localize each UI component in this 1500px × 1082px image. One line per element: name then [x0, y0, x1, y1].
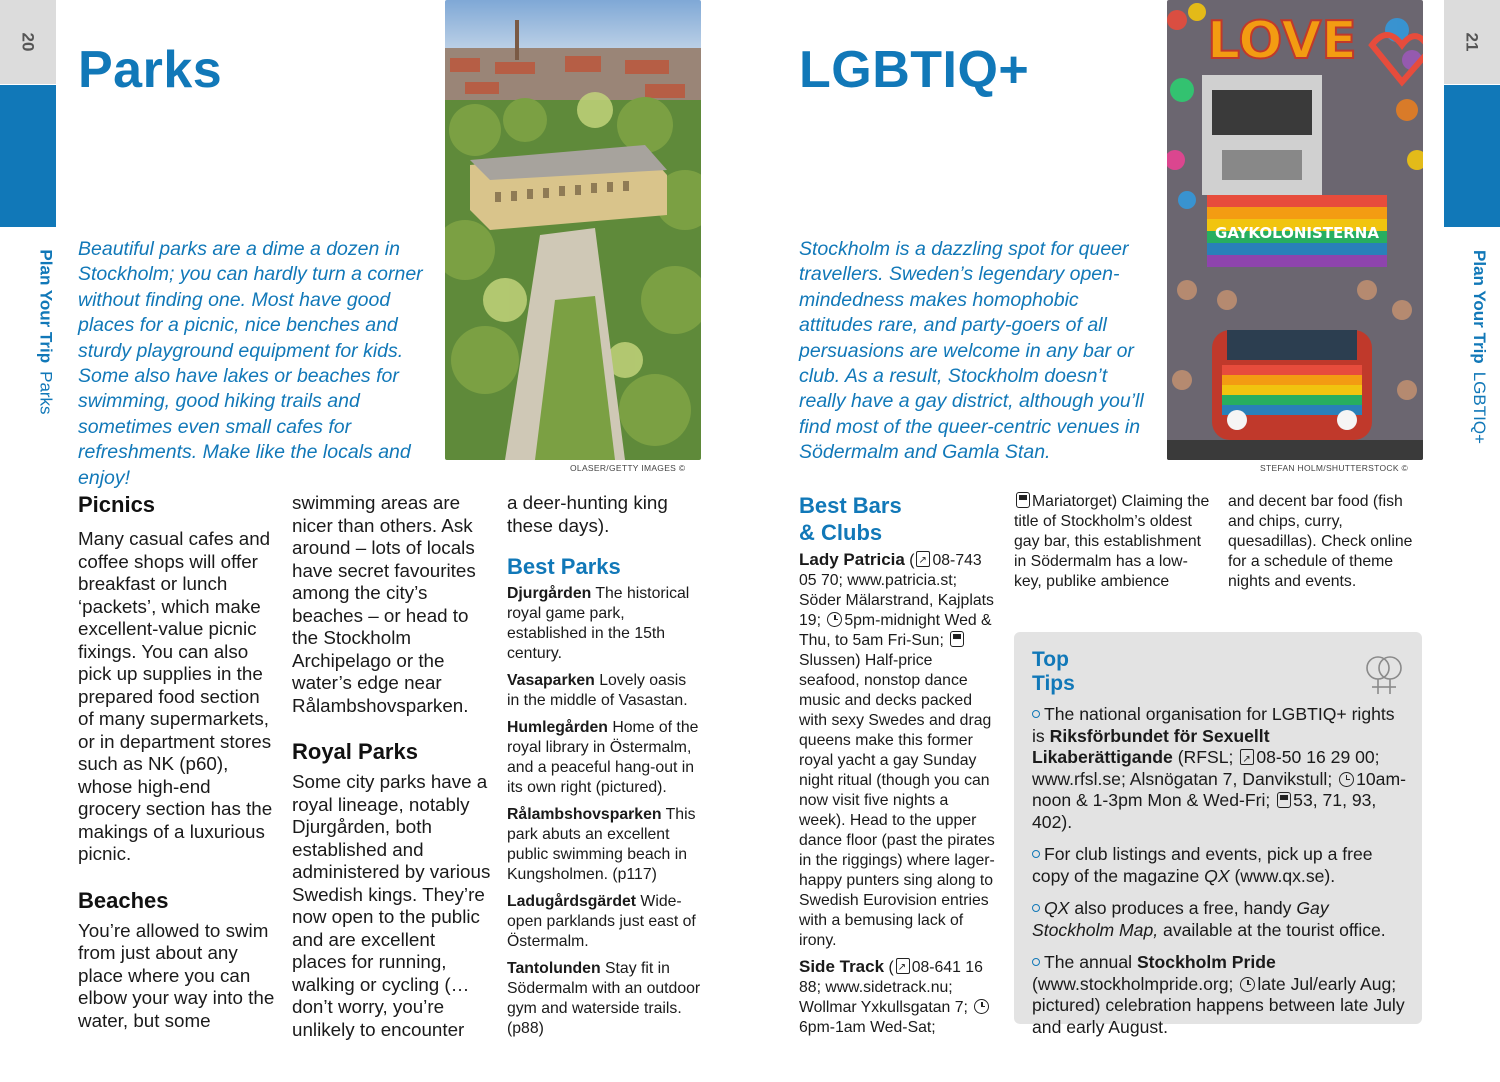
top-tips-heading	[1032, 648, 1075, 696]
picnics-heading: Picnics	[78, 492, 156, 517]
top-tips-box	[1014, 632, 1422, 1037]
side-label-right	[1469, 250, 1489, 444]
phone-icon	[1240, 749, 1254, 765]
parks-col-3	[507, 492, 702, 1046]
pride-photo-image	[1167, 0, 1423, 460]
section-tab-right	[1444, 85, 1500, 227]
venue-phone: 08-641 16 88; www.sidetrack.nu; Wollmar Yxkullsgatan 7;	[799, 959, 983, 1016]
bullet-icon	[1032, 850, 1040, 858]
lgbtiq-intro: Stockholm is a dazzling spot for queer travellers. Sweden’s legendary open-mindedness makes homophobic attitudes rare, and party-goers of all persuasions are welcome in any bar or club. As a result, Stockholm doesn’t really have a gay district, although you’ll find most of the queer-centric venues in Södermalm and Gamla Stan.	[799, 238, 1144, 464]
park-photo-credit: OLASER/GETTY IMAGES ©	[570, 463, 686, 473]
tip-text: (www.qx.se).	[1234, 865, 1336, 886]
page-number-tab-left	[0, 0, 56, 84]
venue-desc: Half-price seafood, nonstop dance music and decks packed with sexy Swedes and drag queens make this former royal yacht a gay Sunday night ritual (though you can now visit five nights a week). Head to the upper dance floor (past the pirates in the riggings) where lager-happy punters sing along to Swedish Eurovision entries with a bemusing lack of irony.	[799, 652, 995, 949]
tip-text: available at the tourist office.	[1163, 919, 1386, 940]
park-item-desc: Stay fit in Södermalm with an outdoor gym and waterside trails. (p88)	[507, 960, 701, 1037]
bars-col-2	[1014, 492, 1210, 592]
tip-text: also produces a free, handy	[1074, 898, 1292, 918]
tip-text: 10am-noon & 1-3pm Mon & Wed-Fri;	[1032, 768, 1406, 810]
parks-col-2	[292, 492, 492, 1041]
tip-text: (RFSL;	[1177, 747, 1234, 767]
banner-text: GAYKOLONISTERNA	[1215, 224, 1379, 242]
section-tab-left	[0, 85, 56, 227]
beaches-heading: Beaches	[78, 887, 169, 913]
page-number-right: 21	[1462, 32, 1482, 52]
best-parks-list	[507, 584, 702, 1039]
best-bars-heading-line1: Best Bars	[799, 493, 902, 518]
page-title-lgbtiq: LGBTIQ+	[799, 41, 1030, 99]
pride-photo-credit: STEFAN HOLM/SHUTTERSTOCK ©	[1260, 463, 1409, 473]
side-label-right-bold: Plan Your Trip	[1469, 250, 1489, 364]
tip-item	[1032, 952, 1407, 1038]
park-item	[507, 959, 702, 1039]
bars-col-1	[799, 492, 995, 1038]
bullet-icon	[1032, 958, 1040, 966]
tip-text: The national organisation for LGBTIQ+ rights is	[1032, 704, 1395, 746]
picnics-text: Many casual cafes and coffee shops will offer breakfast or lunch ‘packets’, which make excellent-value picnic fixings. You can also pick up supplies in the prepared food section of many supermarkets, or in department stores such as NK (p60), whose high-end grocery section has the makings of a luxurious picnic.	[78, 528, 273, 864]
tip-item	[1032, 844, 1407, 887]
page-title-parks: Parks	[78, 41, 223, 99]
park-photo-image	[445, 0, 701, 460]
tip-bold: Riksförbundet för Sexuellt Likaberättigande	[1032, 725, 1270, 767]
park-item-name: Djurgården	[507, 585, 592, 602]
clock-icon	[1240, 977, 1255, 992]
venue-side-track: Side Track (↗ 08-641 16 88; www.sidetrack.nu; Wollmar Yxkullsgatan 7; 6pm-1am Wed-Sat;	[799, 957, 995, 1038]
park-item-name: Humlegården	[507, 719, 608, 736]
venue-phone: 08-743 05 70; www.patricia.st; Söder Mälarstrand, Kajplats 19;	[799, 552, 994, 629]
royal-parks-text-b: a deer-hunting king these days).	[507, 492, 668, 536]
tip-italic: QX	[1044, 898, 1070, 918]
park-item-desc: The historical royal game park, established in the 15th century.	[507, 585, 690, 662]
venue-desc-b: and decent bar food (fish and chips, curry, quesadillas). Check online for a schedule of theme nights and events.	[1228, 493, 1413, 590]
best-bars-heading	[799, 492, 995, 546]
park-photo	[445, 0, 701, 460]
park-item	[507, 892, 702, 952]
page-number-tab-right	[1444, 0, 1500, 84]
clock-icon	[1339, 772, 1354, 787]
tip-text: The annual	[1044, 952, 1133, 972]
venue-desc-a: Claiming the title of Stockholm’s oldest gay bar, this establishment in Södermalm has a low-key, publike ambience	[1014, 493, 1210, 590]
clock-icon	[974, 999, 989, 1014]
top-tips-heading-line2: Tips	[1032, 672, 1075, 695]
park-item	[507, 805, 702, 885]
park-item-desc: Lovely oasis in the middle of Vasastan.	[507, 672, 688, 709]
tip-text: (www.stockholmpride.org;	[1032, 973, 1234, 994]
tip-text: late Jul/early Aug; pictured) celebration happens between late July and early August.	[1032, 973, 1405, 1037]
venue-hours: 5pm-midnight Wed & Thu, to 5am Fri-Sun;	[799, 612, 992, 649]
tip-italic: QX	[1204, 865, 1230, 886]
best-parks-heading: Best Parks	[507, 554, 621, 579]
venue-hours: 6pm-1am Wed-Sat;	[799, 1019, 936, 1036]
top-tips-list	[1032, 704, 1407, 1049]
side-label-left-bold: Plan Your Trip	[36, 249, 56, 364]
beaches-text-b: swimming areas are nicer than others. Ask around – lots of locals have secret favourites among the city’s beaches – or head to the Stockholm Archipelago or the water’s edge near Rålambshovsparken.	[292, 492, 476, 716]
female-symbols-icon	[1364, 654, 1404, 698]
tip-text: For club listings and events, pick up a free copy of the magazine	[1032, 844, 1373, 886]
bullet-icon	[1032, 710, 1040, 718]
love-sign-text: LOVE	[1207, 11, 1357, 71]
venue-metro: Mariatorget)	[1032, 493, 1118, 510]
parks-intro: Beautiful parks are a dime a dozen in Stockholm; you can hardly turn a corner without finding one. Most have good places for a picnic, nice benches and sturdy playground equipment for kids. Some also have lakes or beaches for swimming, good hiking trails and sometimes even small cafes for refreshments. Make like the locals and enjoy!	[78, 238, 423, 489]
park-item	[507, 671, 702, 711]
rainbow-banner	[1207, 195, 1387, 267]
side-label-right-section: LGBTIQ+	[1469, 371, 1489, 444]
tip-item	[1032, 704, 1407, 833]
tip-text: 08-50 16 29 00; www.rfsl.se; Alsnögatan 7, Danvikstull;	[1032, 747, 1380, 789]
page-number-left: 20	[18, 32, 38, 52]
venue-lady-patricia: Lady Patricia (↗ 08-743 05 70; www.patricia.st; Söder Mälarstrand, Kajplats 19; 5pm-midnight Wed & Thu, to 5am Fri-Sun; Slussen) Half-price seafood, nonstop dance music and decks packed with sexy Swedes and drag queens make this former royal yacht a gay Sunday night ritual (though you can now visit five nights a week). Head to the upper dance floor (past the pirates in the riggings) where lager-happy punters sing along to Swedish Eurovision entries with a bemusing lack of irony.	[799, 550, 995, 951]
park-item-desc: Wide-open parklands just east of Östermalm.	[507, 893, 696, 950]
park-item-name: Vasaparken	[507, 672, 595, 689]
venue-name: Lady Patricia	[799, 550, 905, 569]
park-item-name: Tantolunden	[507, 960, 601, 977]
metro-icon	[950, 631, 964, 647]
tip-text: 53, 71, 93, 402).	[1032, 790, 1377, 832]
parks-col-1	[78, 492, 278, 1032]
phone-icon	[896, 958, 910, 974]
best-bars-heading-line2: & Clubs	[799, 520, 883, 545]
royal-parks-text-a: Some city parks have a royal lineage, notably Djurgården, both established and administered by various Swedish kings. They’re now open to the public and are excellent places for running, walking or cycling (…don’t worry, you’re unlikely to encounter	[292, 771, 491, 1040]
park-item-desc: This park abuts an excellent public swimming beach in Kungsholmen. (p117)	[507, 806, 696, 883]
beaches-text-a: You’re allowed to swim from just about any place where you can elbow your way into the water, but some	[78, 919, 275, 1031]
bullet-icon	[1032, 904, 1040, 912]
park-item-name: Ladugårdsgärdet	[507, 893, 637, 910]
metro-icon	[1016, 492, 1030, 508]
tip-item	[1032, 898, 1407, 941]
park-item-name: Rålambshovsparken	[507, 806, 662, 823]
side-label-left	[36, 249, 56, 414]
park-item-desc: Home of the royal library in Östermalm, and a peaceful hang-out in its own right (pictured).	[507, 719, 699, 796]
royal-parks-heading: Royal Parks	[292, 739, 418, 764]
tip-bold: Stockholm Pride	[1136, 952, 1276, 972]
top-tips-heading-line1: Top	[1032, 648, 1069, 671]
bus-icon	[1277, 792, 1291, 808]
venue-name: Side Track	[799, 957, 885, 976]
bars-col-3	[1228, 492, 1418, 592]
park-item	[507, 718, 702, 798]
clock-icon	[827, 612, 842, 627]
park-item	[507, 584, 702, 664]
side-label-left-section: Parks	[36, 371, 56, 415]
venue-metro: Slussen)	[799, 652, 861, 669]
phone-icon	[916, 551, 930, 567]
pride-photo	[1167, 0, 1423, 460]
tip-italic: Gay Stockholm Map,	[1032, 898, 1329, 940]
